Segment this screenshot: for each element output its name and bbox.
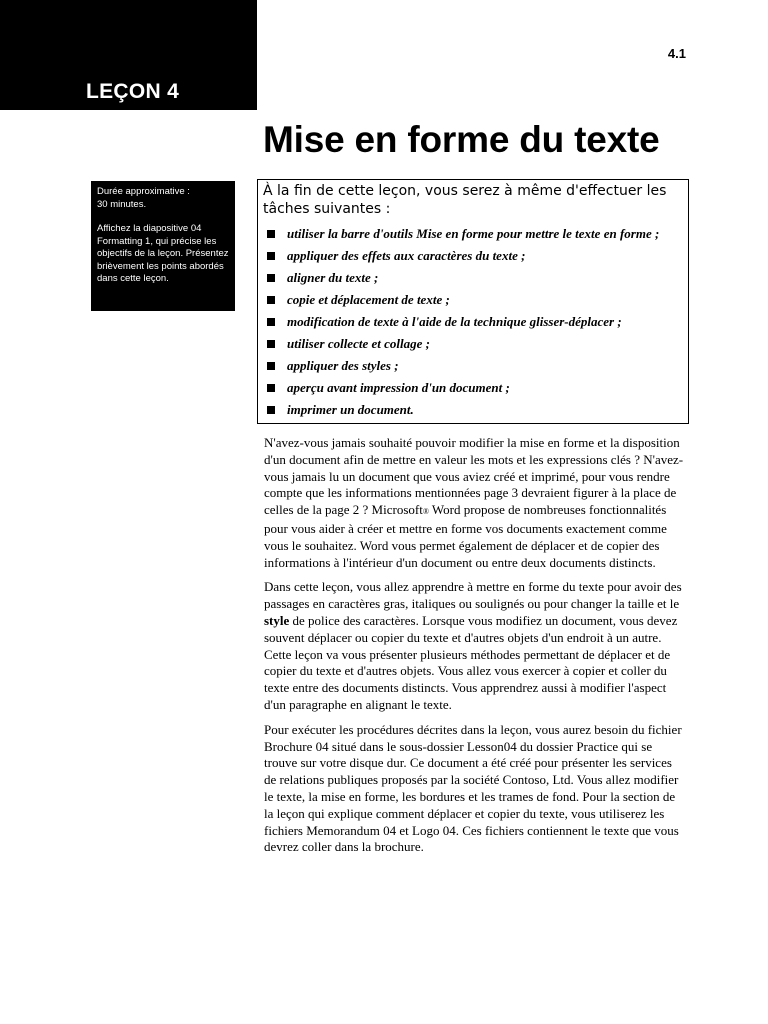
objective-item xyxy=(258,248,688,270)
header-block xyxy=(0,0,257,110)
sidebar-duration-label: Durée approximative : xyxy=(97,186,190,197)
square-bullet-icon xyxy=(267,362,275,370)
objective-item xyxy=(258,314,688,336)
objective-text: utiliser la barre d'outils Mise en forme pour mettre le texte en forme ; xyxy=(287,226,660,241)
sidebar-duration-value: 30 minutes. xyxy=(97,198,147,210)
square-bullet-icon xyxy=(267,296,275,304)
objective-text: utiliser collecte et collage ; xyxy=(287,336,430,351)
square-bullet-icon xyxy=(267,230,275,238)
objective-text: imprimer un document. xyxy=(287,402,414,417)
square-bullet-icon xyxy=(267,252,275,260)
body-paragraph-2 xyxy=(264,579,686,713)
objective-item xyxy=(258,336,688,358)
objective-item xyxy=(258,226,688,248)
body-paragraph-1 xyxy=(264,435,686,571)
lesson-label: LEÇON 4 xyxy=(86,80,180,103)
objective-item xyxy=(258,402,688,424)
body-text xyxy=(264,435,686,864)
objective-item xyxy=(258,358,688,380)
square-bullet-icon xyxy=(267,384,275,392)
bold-term-style: style xyxy=(264,612,290,628)
square-bullet-icon xyxy=(267,318,275,326)
page-number: 4.1 xyxy=(667,46,686,61)
body-paragraph-3: Pour exécuter les procédures décrites dans la leçon, vous aurez besoin du fichier Brochure 04 situé dans le sous-dossier Lesson04 du dossier Practice qui se trouve sur votre disque dur. Ce document a été créé pour présenter les services de relations publiques proposés par la société Contoso, Ltd. Vous allez modifier le texte, la mise en forme, les bordures et les trames de fond. Pour la section de la leçon qui explique comment déplacer et copier du texte, vous utiliserez les fichiers Memorandum 04 et Logo 04. Ces fichiers contiennent le texte que vous devrez coller dans la brochure. xyxy=(264,721,682,855)
body-p1-start: N'avez-vous jamais souhaité pouvoir modifier la mise en forme et la disposition d'un document afin de mettre en valeur les mots et les expressions clés ? N'avez-vous jamais lu un document que vous aviez créé et imprimé, pour vous rendre compte que les informations mentionnées page 3 devraient figurer à la place de celles de la page 2 ? Microsoft xyxy=(264,435,684,518)
objective-text: aligner du texte ; xyxy=(287,270,379,285)
objective-text: appliquer des effets aux caractères du texte ; xyxy=(287,248,526,263)
sidebar-note xyxy=(91,181,235,311)
sidebar-duration xyxy=(97,186,229,211)
objective-text: copie et déplacement de texte ; xyxy=(287,292,450,307)
registered-mark: ® xyxy=(422,507,429,517)
body-p2-start: Dans cette leçon, vous allez apprendre à mettre en forme du texte pour avoir des passages en caractères gras, italiques ou soulignés ou pour changer la taille et le xyxy=(264,579,682,612)
square-bullet-icon xyxy=(267,340,275,348)
objectives-intro: À la fin de cette leçon, vous serez à même d'effectuer les tâches suivantes : xyxy=(263,183,667,217)
objective-text: aperçu avant impression d'un document ; xyxy=(287,380,510,395)
objective-item xyxy=(258,380,688,402)
sidebar-instructions: Affichez la diapositive 04 Formatting 1, qui précise les objectifs de la leçon. Présentez brièvement les points abordés dans cette leçon. xyxy=(97,223,229,284)
objectives-list xyxy=(258,226,688,424)
body-p1-end: Word propose de nombreuses fonctionnalités pour vous aider à créer et mettre en forme vos documents exactement comme vous le souhaitez. Word vous permet également de déplacer et de copier des informations à l'intérieur d'un document ou entre deux documents distincts. xyxy=(264,502,667,570)
body-p2-end: de police des caractères. Lorsque vous modifiez un document, vous devez souvent déplacer ou copier du texte et d'autres objets d'un endroit à un autre. Cette leçon va vous présenter plusieurs méthodes permettant de déplacer et de copier du texte et d'autres objets. Vous allez vous exercer à copier et coller du texte entre des documents distincts. Vous apprendrez aussi à modifier l'aspect d'un paragraphe en alignant le texte. xyxy=(264,612,678,712)
square-bullet-icon xyxy=(267,274,275,282)
objective-item xyxy=(258,270,688,292)
objective-item xyxy=(258,292,688,314)
objective-text: appliquer des styles ; xyxy=(287,358,399,373)
objective-text: modification de texte à l'aide de la technique glisser-déplacer ; xyxy=(287,314,622,329)
page-title: Mise en forme du texte xyxy=(263,119,660,160)
objectives-box xyxy=(257,179,689,424)
square-bullet-icon xyxy=(267,406,275,414)
